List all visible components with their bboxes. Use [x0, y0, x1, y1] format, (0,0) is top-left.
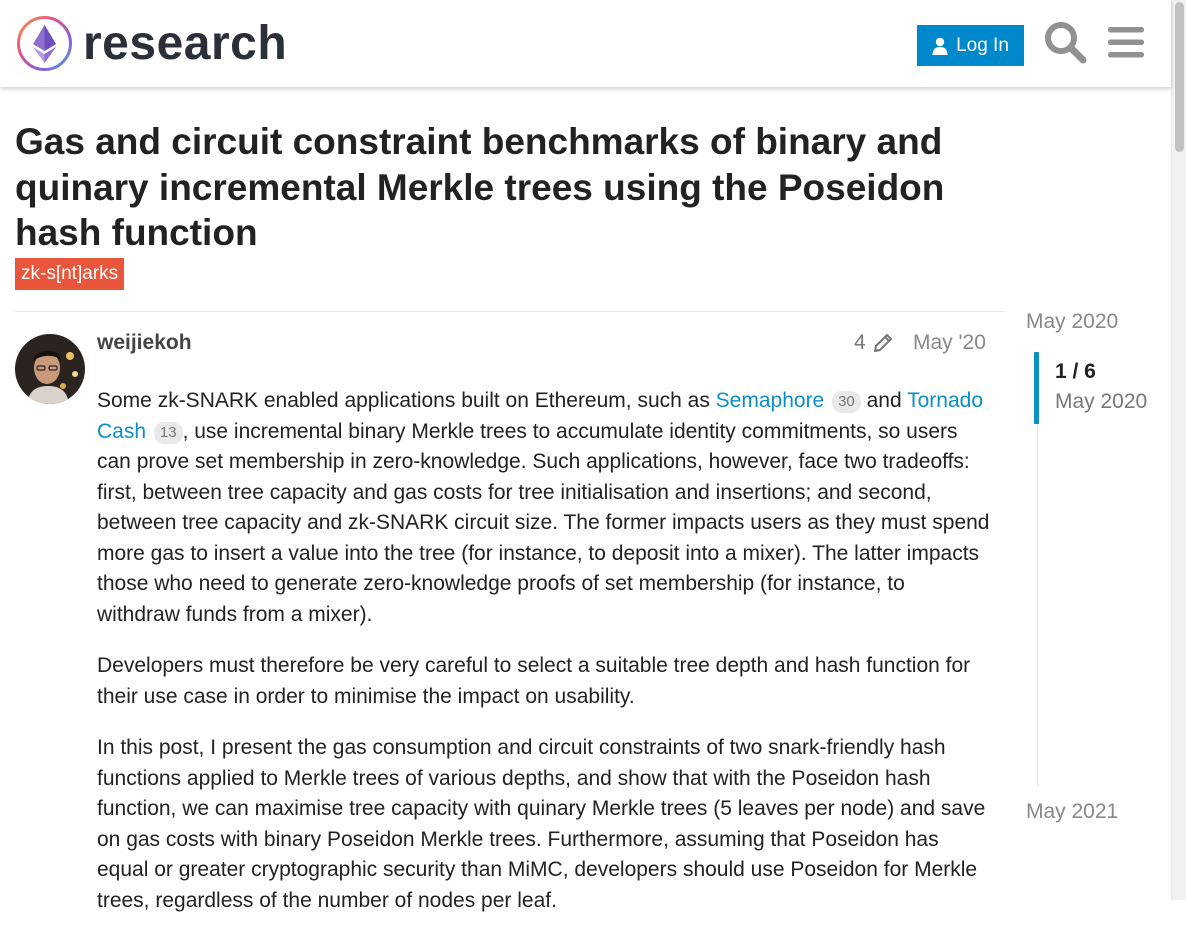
- link-click-count: 30: [832, 391, 861, 413]
- timeline-end-date[interactable]: May 2021: [1026, 800, 1119, 823]
- scrollbar-thumb[interactable]: [1175, 2, 1184, 152]
- edit-count: 4: [854, 331, 866, 354]
- topic-title[interactable]: Gas and circuit constraint benchmarks of binary and quinary incremental Merkle trees using the Poseidon hash function: [15, 121, 945, 253]
- topic-header: [15, 119, 1005, 290]
- user-icon: [932, 37, 948, 55]
- pencil-icon: [872, 332, 894, 354]
- post-author[interactable]: weijiekoh: [97, 331, 192, 354]
- site-logo[interactable]: [16, 15, 287, 72]
- post-date[interactable]: May '20: [913, 331, 986, 354]
- post-paragraph: In this post, I present the gas consumption and circuit constraints of two snark-friendly hash functions applied to Merkle trees of various depths, and show that with the Poseidon hash function, we can maximise tree capacity with quinary Merkle trees (5 leaves per node) and save on gas costs with binary Poseidon Merkle trees. Furthermore, assuming that Poseidon has equal or greater cryptographic security than MiMC, developers should use Poseidon for Merkle trees, regardless of the number of nodes per leaf.: [97, 736, 986, 912]
- avatar-photo: [15, 334, 85, 404]
- login-button[interactable]: [917, 25, 1024, 66]
- tornado-cash-link[interactable]: Tornado Cash: [97, 389, 983, 443]
- text-run: and: [860, 389, 908, 412]
- topic-timeline: [1026, 310, 1166, 830]
- login-label: Log In: [956, 34, 1009, 56]
- post-paragraph: Developers must therefore be very careful to select a suitable tree depth and hash function for their use case in order to minimise the impact on usability.: [97, 654, 971, 708]
- search-icon[interactable]: [1043, 20, 1087, 64]
- post-paragraph: [97, 386, 992, 630]
- divider: [15, 311, 1005, 312]
- site-header: [0, 0, 1171, 87]
- timeline-handle[interactable]: [1034, 352, 1039, 424]
- page-scrollbar[interactable]: [1171, 0, 1186, 900]
- avatar[interactable]: [15, 334, 85, 404]
- link-click-count: 13: [154, 422, 183, 444]
- hamburger-menu-icon[interactable]: [1104, 20, 1148, 64]
- timeline-start-date[interactable]: May 2020: [1026, 310, 1119, 333]
- text-run: , use incremental binary Merkle trees to accumulate identity commitments, so users can prove set membership in zero-knowledge. Such applications, however, face two tradeoffs: first, between tree capacity and gas costs for tree initialisation and insertions; and second, between tree capacity and zk-SNARK circuit size. The former impacts users as they must spend more gas to insert a value into the tree (for instance, to deposit into a mixer). The latter impacts those who need to generate zero-knowledge proofs of set membership (for instance, to withdraw funds from a mixer).: [97, 419, 990, 626]
- logo-text: research: [83, 17, 288, 70]
- category-tag[interactable]: zk-s[nt]arks: [15, 258, 124, 290]
- timeline-position-date: May 2020: [1055, 390, 1148, 413]
- edit-history[interactable]: [854, 331, 894, 355]
- semaphore-link[interactable]: Semaphore: [715, 389, 825, 412]
- text-run: Some zk-SNARK enabled applications built on Ethereum, such as: [97, 389, 716, 412]
- ethereum-logo-icon: [16, 15, 73, 72]
- timeline-position: 1 / 6: [1055, 360, 1096, 383]
- post-body: [97, 386, 992, 937]
